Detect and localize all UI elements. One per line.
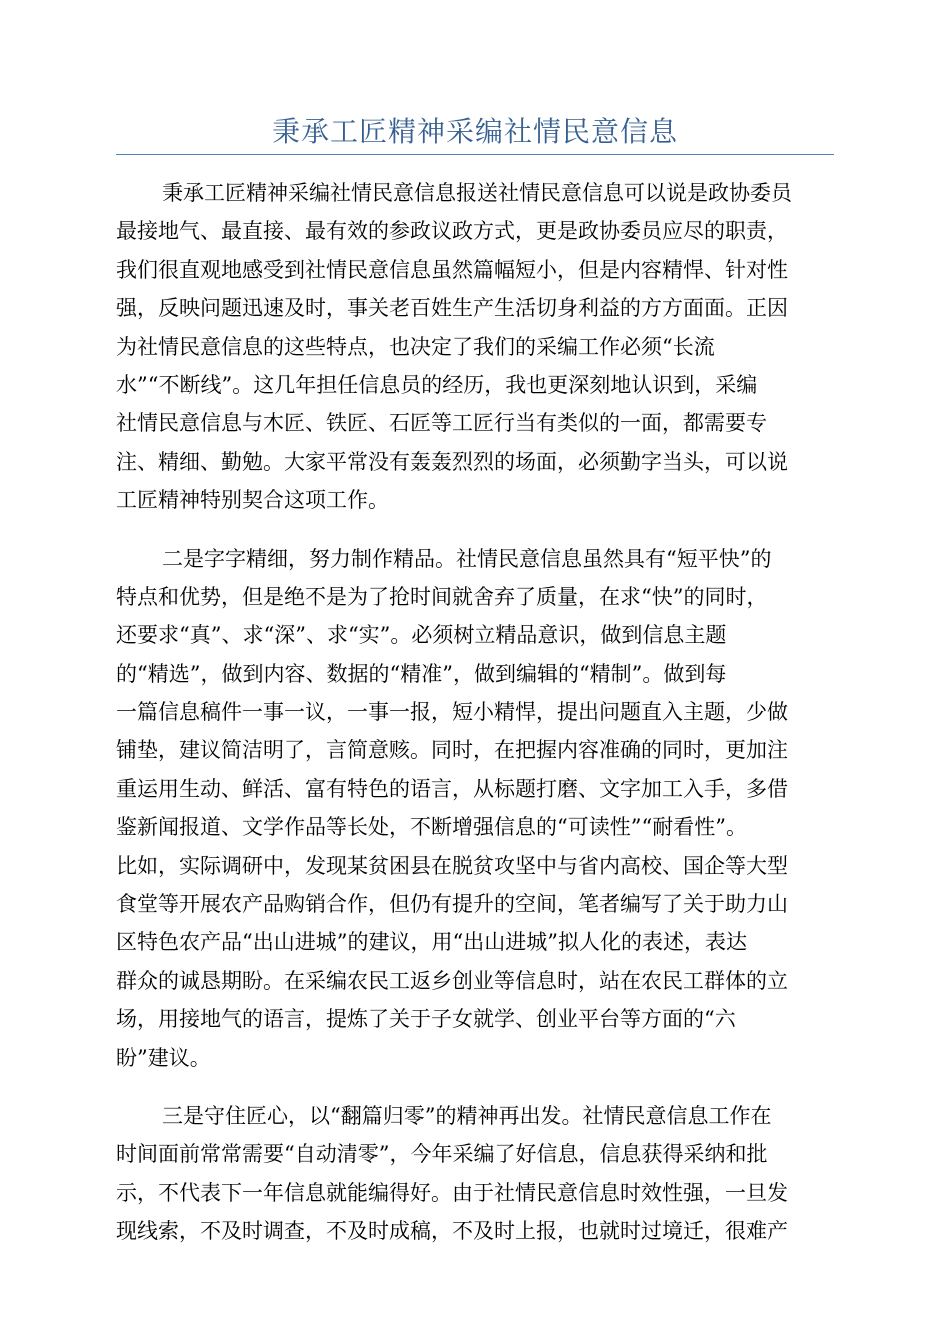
text-line: 区特色农产品“出山进城”的建议，用“出山进城”拟人化的表述，表达 [116,930,747,955]
text-line: 社情民意信息与木匠、铁匠、石匠等工匠行当有类似的一面，都需要专 [116,411,767,436]
document-title: 秉承工匠精神采编社情民意信息 [271,115,678,148]
text-line: 水”“不断线”。这几年担任信息员的经历，我也更深刻地认识到，采编 [116,372,758,397]
text-line: 三是守住匠心，以“翻篇归零”的精神再出发。社情民意信息工作在 [162,1103,772,1128]
text-line: 食堂等开展农产品购销合作，但仍有提升的空间，笔者编写了关于助力山 [116,892,788,917]
text-line: 的“精选”，做到内容、数据的“精准”，做到编辑的“精制”。做到每 [116,661,727,686]
text-line: 工匠精神特别契合这项工作。 [116,488,389,513]
text-line: 场，用接地气的语言，提炼了关于子女就学、创业平台等方面的“六 [116,1007,736,1032]
text-line: 群众的诚恳期盼。在采编农民工返乡创业等信息时，站在农民工群体的立 [116,968,788,993]
text-line: 时间面前常常需要“自动清零”，今年采编了好信息，信息获得采纳和批 [116,1142,768,1167]
text-line: 重运用生动、鲜活、富有特色的语言，从标题打磨、文字加工入手，多借 [116,776,788,801]
text-line: 秉承工匠精神采编社情民意信息报送社情民意信息可以说是政协委员 [162,181,792,205]
text-line: 比如，实际调研中，发现某贫困县在脱贫攻坚中与省内高校、国企等大型 [116,853,788,878]
title-underline [116,154,834,155]
text-line: 铺垫，建议简洁明了，言简意赅。同时，在把握内容准确的同时，更加注 [116,738,788,763]
text-line: 现线索，不及时调查，不及时成稿，不及时上报，也就时过境迁，很难产 [116,1219,788,1244]
text-line: 为社情民意信息的这些特点，也决定了我们的采编工作必须“长流 [116,334,715,359]
text-line: 示，不代表下一年信息就能编得好。由于社情民意信息时效性强，一旦发 [116,1180,788,1205]
text-line: 特点和优势，但是绝不是为了抢时间就舍弃了质量，在求“快”的同时， [116,584,768,609]
text-line: 一篇信息稿件一事一议，一事一报，短小精悍，提出问题直入主题，少做 [116,700,788,725]
text-line: 二是字字精细，努力制作精品。社情民意信息虽然具有“短平快”的 [162,546,772,571]
text-line: 鉴新闻报道、文学作品等长处，不断增强信息的“可读性”“耐看性”。 [116,815,747,840]
text-line: 最接地气、最直接、最有效的参政议政方式，更是政协委员应尽的职责， [116,219,788,244]
text-line: 我们很直观地感受到社情民意信息虽然篇幅短小，但是内容精悍、针对性 [116,257,788,282]
text-line: 还要求“真”、求“深”、求“实”。必须树立精品意识，做到信息主题 [116,623,727,648]
paragraph-1 [116,174,834,520]
paragraph-3 [116,1097,834,1251]
text-line: 注、精细、勤勉。大家平常没有轰轰烈烈的场面，必须勤字当头，可以说 [116,449,788,474]
text-line: 盼”建议。 [116,1045,211,1070]
paragraph-2 [116,540,834,1077]
text-line: 强，反映问题迅速及时，事关老百姓生产生活切身利益的方方面面。正因 [116,296,788,321]
document-body [116,174,834,1271]
